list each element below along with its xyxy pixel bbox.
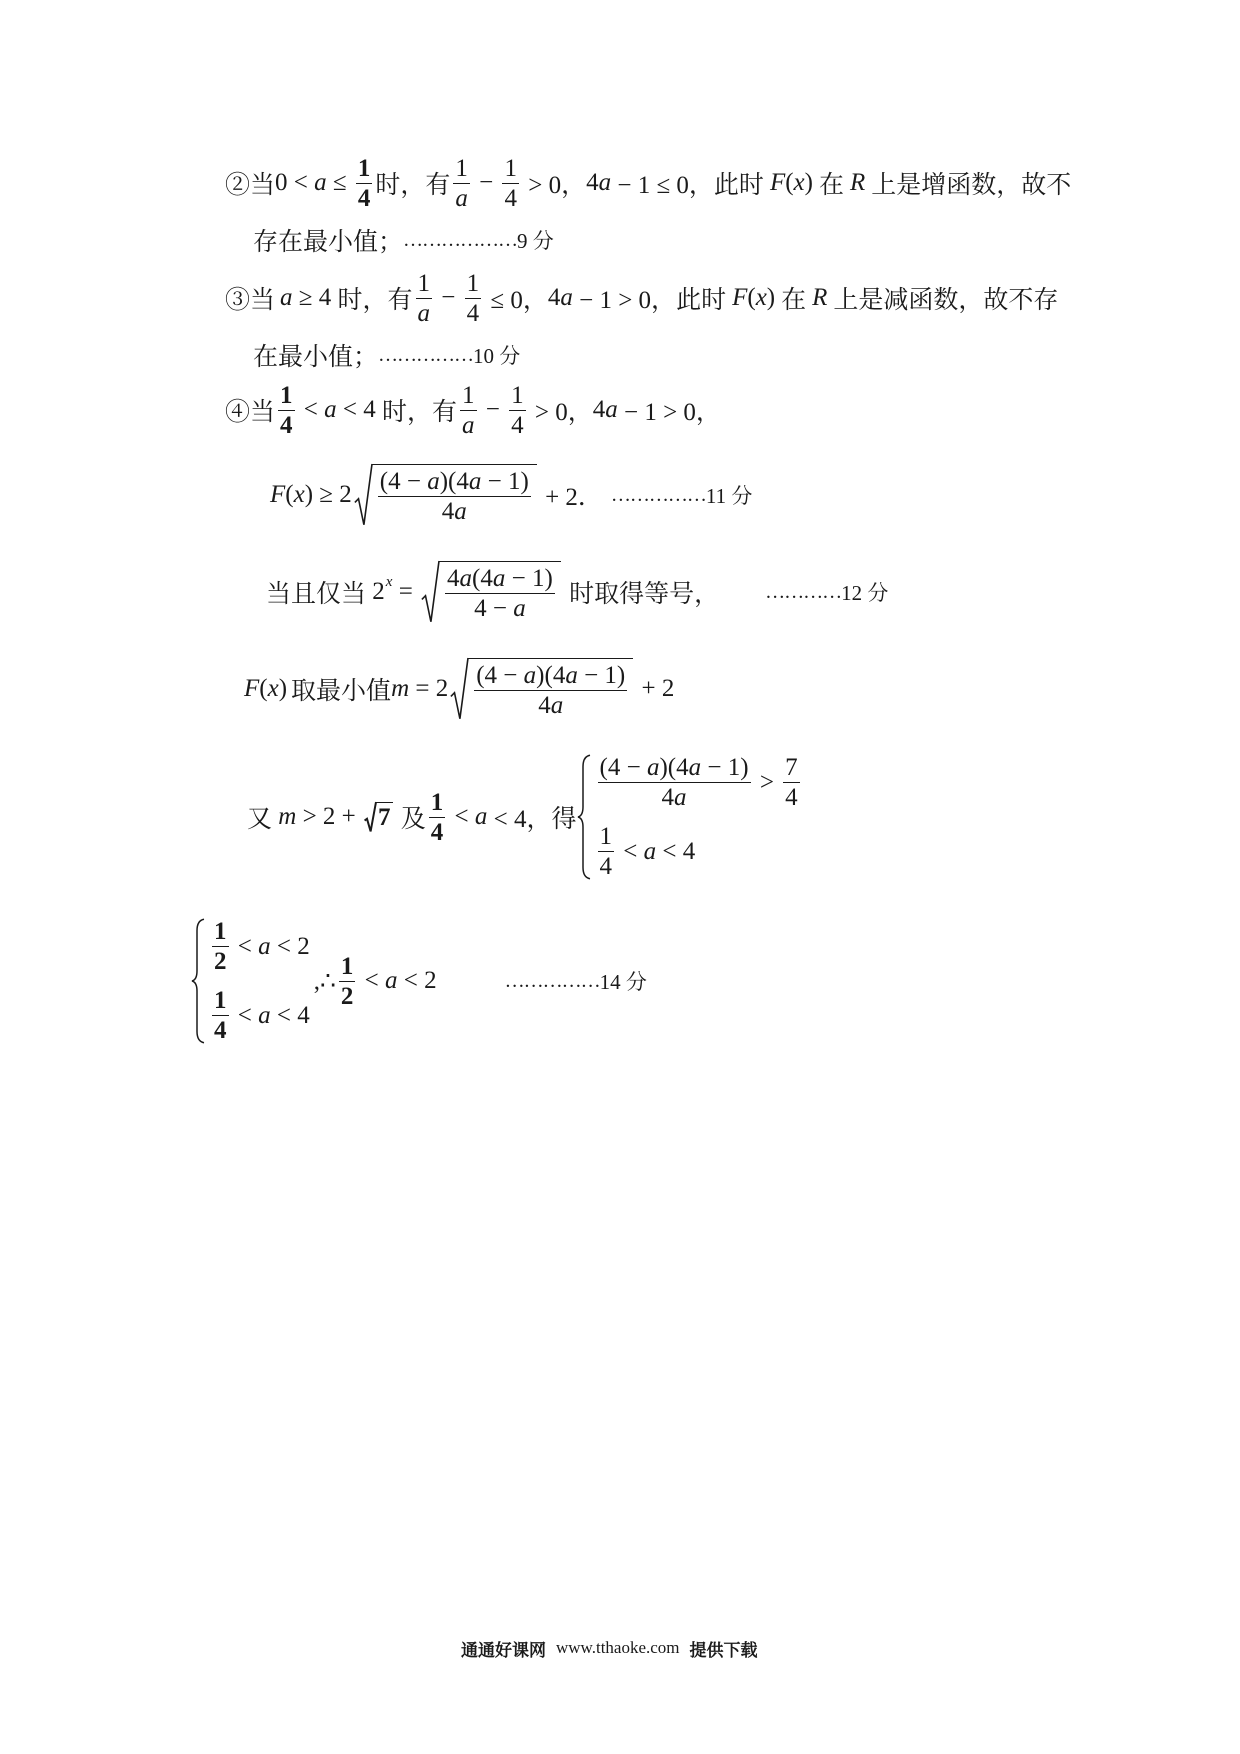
dot-leader: …………… bbox=[378, 343, 474, 366]
fraction-numerator: 1 bbox=[599, 823, 613, 850]
bound-line bbox=[270, 455, 752, 535]
math-variable: x bbox=[793, 169, 805, 196]
therefore-symbol: ,∴ bbox=[313, 968, 336, 995]
equality-line bbox=[266, 552, 888, 632]
footer-suffix: 提供下载 bbox=[689, 1640, 758, 1660]
fraction-numerator bbox=[378, 468, 531, 497]
math-variable: a bbox=[454, 498, 467, 525]
math-variable: a bbox=[674, 784, 687, 811]
math-text: + 2． bbox=[538, 484, 603, 511]
math-variable: m bbox=[391, 675, 410, 702]
fraction bbox=[474, 662, 627, 719]
square-root bbox=[364, 802, 393, 832]
math-variable: x bbox=[755, 284, 767, 311]
math-text: = 2 bbox=[409, 675, 449, 702]
case-4-line bbox=[225, 380, 721, 440]
fraction-denominator: a bbox=[462, 411, 475, 439]
fraction bbox=[598, 754, 751, 811]
case-2-line bbox=[225, 153, 1071, 213]
math-text: ≥ 2 bbox=[313, 481, 352, 508]
fraction bbox=[212, 987, 229, 1044]
math-text: )(4 bbox=[536, 662, 566, 689]
case-3-line bbox=[225, 268, 1058, 328]
fraction-numerator: 1 bbox=[340, 952, 354, 980]
math-text: 4 bbox=[586, 169, 599, 196]
math-variable: a bbox=[384, 967, 398, 994]
text: 此时 bbox=[713, 172, 764, 199]
fraction-denominator bbox=[660, 783, 689, 811]
fraction-numerator bbox=[474, 662, 627, 691]
math-variable: a bbox=[513, 595, 526, 622]
paren-close: ) bbox=[278, 675, 288, 702]
text: 时，有 bbox=[375, 172, 451, 199]
math-text: < 2 bbox=[270, 932, 310, 960]
math-operator: = bbox=[392, 578, 420, 605]
fraction bbox=[509, 382, 526, 439]
fraction bbox=[278, 382, 295, 439]
exponent: x bbox=[385, 573, 393, 590]
math-operator: < bbox=[231, 932, 259, 960]
fraction-numerator: 1 bbox=[280, 381, 293, 409]
math-text: > 0， bbox=[521, 172, 587, 199]
fraction-numerator: 1 bbox=[214, 918, 227, 945]
text: 取最小值 bbox=[291, 678, 392, 705]
math-text: < 4， bbox=[487, 806, 552, 833]
radical-sign bbox=[450, 658, 468, 720]
fraction-numerator: 1 bbox=[504, 154, 517, 182]
fraction-denominator: 4 bbox=[280, 411, 293, 439]
math-variable: a bbox=[643, 837, 657, 865]
math-text: )(4 bbox=[659, 754, 689, 781]
math-text: 0 < bbox=[275, 169, 315, 196]
math-text: > 2 + bbox=[296, 803, 363, 830]
math-text: − 1 ≤ 0， bbox=[611, 172, 714, 199]
paren-close: ) bbox=[766, 284, 776, 311]
fraction-numerator: 1 bbox=[430, 788, 444, 816]
math-variable: a bbox=[492, 565, 506, 592]
case-label: ④当 bbox=[225, 399, 276, 426]
fraction bbox=[460, 382, 477, 439]
inequality-system bbox=[577, 754, 803, 880]
left-brace bbox=[577, 754, 591, 880]
math-text: ≥ 4 bbox=[292, 284, 338, 311]
math-variable: a bbox=[258, 1001, 271, 1029]
fraction-denominator: 4 bbox=[430, 818, 444, 846]
fraction-denominator bbox=[472, 594, 528, 622]
dot-leader: ………… bbox=[765, 580, 842, 603]
case-2-continuation bbox=[253, 222, 554, 258]
system-row bbox=[209, 918, 310, 975]
paren-close: ) bbox=[804, 169, 813, 196]
math-operator: < bbox=[617, 837, 644, 865]
radicand bbox=[372, 464, 537, 526]
math-variable: a bbox=[324, 396, 337, 423]
fraction-numerator bbox=[598, 754, 751, 783]
condition-line bbox=[247, 747, 803, 887]
score-mark: 9 分 bbox=[517, 229, 554, 253]
power-expression bbox=[372, 573, 393, 606]
text: 当且仅当 bbox=[266, 581, 373, 608]
math-text: < 4 bbox=[656, 837, 696, 865]
system-row bbox=[595, 754, 803, 811]
fraction bbox=[465, 270, 482, 327]
text: 上是减函数，故不存 bbox=[833, 287, 1059, 314]
fraction bbox=[783, 754, 800, 811]
fraction-denominator: 4 bbox=[511, 411, 524, 439]
math-text: 4 − bbox=[474, 595, 514, 622]
text: 此时 bbox=[676, 287, 727, 314]
math-text: (4 − bbox=[599, 754, 647, 781]
fraction-denominator: 4 bbox=[785, 784, 798, 811]
fraction bbox=[445, 565, 555, 622]
dot-leader: …………… bbox=[610, 483, 706, 506]
fraction-denominator bbox=[536, 691, 565, 719]
text: 时取得等号， bbox=[562, 581, 720, 608]
fraction-denominator: a bbox=[455, 184, 468, 212]
function-fx bbox=[732, 284, 775, 312]
math-text: < 4 bbox=[270, 1001, 310, 1029]
fraction-numerator: 1 bbox=[511, 381, 524, 409]
math-operator: < bbox=[358, 967, 385, 994]
footer-site-name: 通通好课网 bbox=[461, 1640, 546, 1660]
math-variable: a bbox=[646, 754, 660, 781]
function-fx bbox=[244, 675, 287, 703]
fraction-numerator: 7 bbox=[785, 754, 798, 781]
fraction bbox=[378, 468, 531, 525]
math-variable: a bbox=[550, 692, 564, 719]
footer-url: www.tthaoke.com bbox=[556, 1638, 680, 1657]
text: 在最小值； bbox=[253, 344, 379, 371]
fraction bbox=[356, 155, 373, 212]
math-text: )(4 bbox=[439, 468, 469, 495]
math-variable: x bbox=[293, 481, 305, 508]
math-variable: F bbox=[769, 169, 786, 196]
math-text: < 2 bbox=[397, 967, 437, 994]
result-line bbox=[191, 911, 647, 1051]
case-label: ②当 bbox=[225, 172, 276, 199]
math-text: − 1) bbox=[505, 565, 553, 592]
math-text: 4 bbox=[538, 692, 551, 719]
text: 又 bbox=[247, 806, 279, 833]
square-root bbox=[354, 464, 537, 526]
fraction-numerator: 1 bbox=[462, 381, 475, 409]
fraction-numerator: 1 bbox=[455, 154, 468, 182]
math-operator: < bbox=[448, 803, 475, 830]
text: 得 bbox=[551, 806, 577, 833]
fraction-denominator: 4 bbox=[214, 1017, 227, 1044]
fraction-denominator: 4 bbox=[357, 184, 371, 212]
fraction-numerator bbox=[445, 565, 555, 594]
radical-sign bbox=[354, 464, 372, 526]
square-root bbox=[450, 658, 633, 720]
math-variable: a bbox=[459, 565, 473, 592]
paren-open: ( bbox=[785, 169, 794, 196]
square-root bbox=[421, 561, 561, 623]
math-operator: > bbox=[753, 768, 781, 796]
math-text: − 1 > 0， bbox=[617, 399, 721, 426]
math-operator: − bbox=[479, 396, 507, 423]
case-3-continuation bbox=[253, 337, 520, 373]
math-text: > 0， bbox=[528, 399, 593, 426]
minimum-line bbox=[244, 649, 674, 729]
fraction-denominator: 2 bbox=[340, 982, 354, 1010]
math-variable: a bbox=[605, 396, 618, 423]
math-variable: a bbox=[474, 803, 488, 830]
fraction bbox=[429, 789, 446, 846]
math-variable: x bbox=[267, 675, 279, 702]
math-variable: F bbox=[732, 284, 748, 311]
math-operator: − bbox=[472, 169, 500, 196]
math-variable: a bbox=[688, 754, 702, 781]
math-operator: < bbox=[231, 1001, 259, 1029]
left-brace bbox=[191, 918, 205, 1044]
fraction-denominator: 4 bbox=[466, 299, 480, 327]
radical-sign bbox=[421, 561, 439, 623]
radicand bbox=[439, 561, 561, 623]
fraction-numerator: 1 bbox=[357, 154, 371, 182]
fraction bbox=[339, 953, 356, 1010]
math-variable: a bbox=[468, 468, 482, 495]
math-operator: ≤ bbox=[326, 169, 353, 196]
math-text: (4 bbox=[472, 565, 493, 592]
function-fx bbox=[270, 481, 313, 509]
fraction bbox=[212, 918, 229, 975]
math-variable: R bbox=[850, 169, 866, 196]
score-mark: 12 分 bbox=[841, 581, 889, 605]
math-text: + 2 bbox=[635, 675, 675, 702]
system-rows bbox=[209, 918, 310, 1044]
text: 及 bbox=[394, 806, 426, 833]
dot-leader: ……………… bbox=[403, 228, 518, 251]
function-fx bbox=[770, 169, 813, 197]
math-text: 4 bbox=[661, 784, 675, 811]
text: 时，有 bbox=[381, 399, 457, 426]
fraction-denominator: 4 bbox=[504, 184, 517, 212]
dot-leader: …………… bbox=[504, 969, 600, 992]
math-text: ≤ 0， bbox=[484, 287, 548, 314]
math-text: − 1 > 0， bbox=[572, 287, 677, 314]
fraction-numerator: 1 bbox=[466, 269, 480, 297]
math-text: 7 bbox=[378, 804, 391, 831]
fraction bbox=[598, 823, 615, 880]
math-variable: a bbox=[523, 662, 537, 689]
math-text: − 1) bbox=[481, 468, 529, 495]
math-operator: − bbox=[435, 284, 462, 311]
fraction-denominator bbox=[440, 497, 469, 525]
math-variable: a bbox=[598, 169, 612, 196]
fraction-denominator: 2 bbox=[214, 948, 227, 975]
math-text: − 1) bbox=[577, 662, 626, 689]
math-text: − 1) bbox=[701, 754, 749, 781]
case-label: ③当 bbox=[225, 287, 276, 314]
text: 在 bbox=[818, 172, 844, 199]
math-variable: a bbox=[427, 468, 440, 495]
radicand bbox=[468, 658, 633, 720]
math-text: (4 − bbox=[476, 662, 524, 689]
math-variable: a bbox=[280, 284, 293, 311]
paren-open: ( bbox=[259, 675, 268, 702]
text: 上是增函数，故不 bbox=[871, 172, 1072, 199]
math-variable: R bbox=[812, 284, 828, 311]
fraction-numerator: 1 bbox=[214, 987, 227, 1014]
fraction bbox=[416, 270, 433, 327]
system-row bbox=[209, 987, 310, 1044]
fraction bbox=[502, 155, 519, 212]
paren-open: ( bbox=[285, 481, 294, 508]
radicand bbox=[376, 802, 393, 832]
text: 时，有 bbox=[337, 287, 413, 314]
system-row bbox=[595, 823, 803, 880]
fraction-numerator: 1 bbox=[417, 269, 431, 297]
page-footer bbox=[461, 1636, 758, 1660]
score-mark: 11 分 bbox=[705, 484, 753, 508]
paren-close: ) bbox=[304, 481, 314, 508]
math-variable: F bbox=[270, 481, 286, 508]
math-variable: a bbox=[560, 284, 573, 311]
fraction bbox=[453, 155, 470, 212]
paren-open: ( bbox=[747, 284, 756, 311]
math-text: 4 bbox=[447, 565, 460, 592]
math-text: 4 bbox=[592, 396, 606, 423]
math-variable: a bbox=[314, 169, 327, 196]
math-text: 4 bbox=[441, 498, 455, 525]
radical-sign bbox=[364, 802, 376, 832]
text: 在 bbox=[781, 287, 807, 314]
text: 存在最小值； bbox=[253, 229, 404, 256]
math-operator: < bbox=[297, 396, 325, 423]
score-mark: 10 分 bbox=[473, 344, 521, 368]
math-variable: m bbox=[278, 803, 297, 830]
score-mark: 14 分 bbox=[599, 970, 647, 994]
math-text: 4 bbox=[547, 284, 561, 311]
math-variable: F bbox=[244, 675, 260, 702]
math-text: < 4 bbox=[336, 396, 382, 423]
math-text: (4 − bbox=[379, 468, 428, 495]
math-text: 2 bbox=[372, 578, 385, 605]
fraction-denominator: 4 bbox=[599, 853, 613, 880]
math-variable: a bbox=[258, 932, 271, 960]
system-rows bbox=[595, 754, 803, 880]
inequality-system bbox=[191, 918, 310, 1044]
math-variable: a bbox=[565, 662, 578, 689]
fraction-denominator: a bbox=[417, 299, 431, 327]
